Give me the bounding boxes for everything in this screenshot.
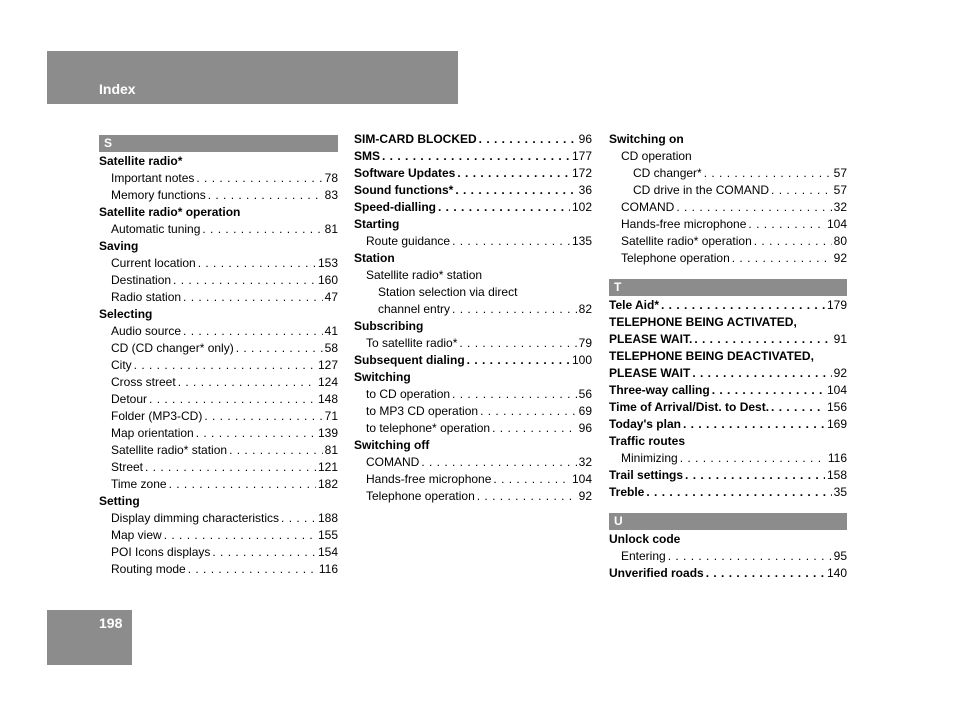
entry-text: TELEPHONE BEING DEACTIVATED, <box>609 349 814 363</box>
index-subentry <box>354 471 592 488</box>
page-reference: 92 <box>833 366 847 380</box>
index-subentry <box>609 250 847 267</box>
page-reference: 32 <box>833 200 847 214</box>
entry-text: CD drive in the COMAND <box>633 183 770 197</box>
index-entry <box>609 365 847 382</box>
dot-leader <box>477 488 577 505</box>
index-entry <box>354 369 592 386</box>
index-subentry <box>99 561 338 578</box>
page-reference: 41 <box>324 324 338 338</box>
page-reference: 95 <box>833 549 847 563</box>
index-subentry <box>99 476 338 493</box>
index-entry <box>354 250 592 267</box>
entry-text: Satellite radio* <box>99 154 183 168</box>
dot-leader <box>748 216 825 233</box>
index-subentry <box>609 182 847 199</box>
entry-text: City <box>111 358 132 372</box>
page-reference: 139 <box>317 426 338 440</box>
dot-leader <box>676 199 831 216</box>
entry-text: Today's plan <box>609 417 681 431</box>
header-bar <box>47 51 458 104</box>
entry-text: CD changer* <box>633 166 702 180</box>
entry-text: Saving <box>99 239 139 253</box>
index-subentry <box>99 255 338 272</box>
entry-text: Minimizing <box>621 451 678 465</box>
dot-leader <box>467 352 570 369</box>
entry-text: Station selection via direct <box>378 285 518 299</box>
page-reference: 32 <box>578 455 592 469</box>
entry-text: Subsequent dialing <box>354 353 465 367</box>
page-reference: 121 <box>317 460 338 474</box>
index-column-3 <box>609 131 847 582</box>
dot-leader <box>452 386 577 403</box>
entry-text: Automatic tuning <box>111 222 201 236</box>
dot-leader <box>754 233 832 250</box>
section-gap <box>609 501 847 513</box>
dot-leader <box>382 148 570 165</box>
index-subentry <box>99 187 338 204</box>
dot-leader <box>229 442 323 459</box>
dot-leader <box>149 391 316 408</box>
index-column-1 <box>99 135 338 578</box>
entry-text: Time of Arrival/Dist. to Dest. <box>609 400 770 414</box>
dot-leader <box>704 165 832 182</box>
index-subentry <box>99 425 338 442</box>
dot-leader <box>421 454 576 471</box>
index-subentry <box>354 267 592 284</box>
page-reference: 81 <box>324 222 338 236</box>
entry-text: Radio station <box>111 290 182 304</box>
index-entry <box>609 467 847 484</box>
dot-leader <box>196 425 316 442</box>
index-entry <box>609 531 847 548</box>
entry-text: Current location <box>111 256 196 270</box>
index-entry <box>609 565 847 582</box>
index-subentry <box>99 170 338 187</box>
dot-leader <box>169 476 316 493</box>
index-subentry <box>354 386 592 403</box>
index-entry <box>354 165 592 182</box>
entry-text: Destination <box>111 273 172 287</box>
page-reference: 57 <box>833 183 847 197</box>
index-entry <box>354 352 592 369</box>
index-subentry <box>99 408 338 425</box>
index-entry <box>609 331 847 348</box>
index-entry <box>609 399 847 416</box>
page-reference: 57 <box>833 166 847 180</box>
index-entry <box>609 297 847 314</box>
index-subentry <box>354 284 592 301</box>
page-reference: 83 <box>324 188 338 202</box>
index-subentry <box>609 450 847 467</box>
entry-text: Folder (MP3-CD) <box>111 409 203 423</box>
page-reference: 179 <box>826 298 847 312</box>
page-reference: 135 <box>571 234 592 248</box>
page-reference: 82 <box>578 302 592 316</box>
entry-text: Detour <box>111 392 148 406</box>
entry-text: SMS <box>354 149 381 163</box>
index-entry <box>609 416 847 433</box>
page-title: Index <box>99 81 136 97</box>
index-entry <box>609 433 847 450</box>
dot-leader <box>661 297 825 314</box>
index-subentry <box>99 272 338 289</box>
index-subentry <box>99 289 338 306</box>
dot-leader <box>694 331 831 348</box>
page-reference: 153 <box>317 256 338 270</box>
index-subentry <box>99 374 338 391</box>
dot-leader <box>493 471 570 488</box>
dot-leader <box>480 403 577 420</box>
dot-leader <box>188 561 317 578</box>
entry-text: Setting <box>99 494 140 508</box>
dot-leader <box>178 374 316 391</box>
entry-text: Unverified roads <box>609 566 704 580</box>
index-subentry <box>354 403 592 420</box>
index-subentry <box>99 391 338 408</box>
section-header: U <box>609 513 847 530</box>
dot-leader <box>145 459 316 476</box>
dot-leader <box>196 170 322 187</box>
index-entry <box>99 493 338 510</box>
page-reference: 71 <box>324 409 338 423</box>
index-entry <box>99 153 338 170</box>
index-subentry <box>609 216 847 233</box>
dot-leader <box>459 335 576 352</box>
index-subentry <box>99 544 338 561</box>
page-reference: 36 <box>578 183 592 197</box>
entry-text: Audio source <box>111 324 182 338</box>
page-reference: 148 <box>317 392 338 406</box>
index-subentry <box>99 527 338 544</box>
entry-text: Cross street <box>111 375 176 389</box>
page-reference: 188 <box>317 511 338 525</box>
dot-leader <box>732 250 832 267</box>
dot-leader <box>712 382 825 399</box>
index-subentry <box>354 233 592 250</box>
page-reference: 140 <box>826 566 847 580</box>
index-entry <box>354 437 592 454</box>
section-gap <box>609 267 847 279</box>
index-entry <box>609 131 847 148</box>
entry-text: COMAND <box>621 200 675 214</box>
page-reference: 104 <box>826 217 847 231</box>
page-reference: 80 <box>833 234 847 248</box>
entry-text: POI Icons displays <box>111 545 211 559</box>
page-reference: 116 <box>827 451 847 465</box>
entry-text: to telephone* operation <box>366 421 491 435</box>
entry-text: To satellite radio* <box>366 336 458 350</box>
page-reference: 92 <box>578 489 592 503</box>
index-subentry <box>99 221 338 238</box>
entry-text: Switching <box>354 370 411 384</box>
page-reference: 177 <box>571 149 592 163</box>
dot-leader <box>455 182 576 199</box>
dot-leader <box>680 450 826 467</box>
entry-text: CD operation <box>621 149 692 163</box>
entry-text: COMAND <box>366 455 420 469</box>
page-reference: 156 <box>826 400 847 414</box>
page-reference: 158 <box>826 468 847 482</box>
entry-text: Satellite radio* operation <box>99 205 241 219</box>
entry-text: Speed-dialling <box>354 200 437 214</box>
dot-leader <box>134 357 316 374</box>
index-subentry <box>99 442 338 459</box>
entry-text: SIM-CARD BLOCKED <box>354 132 477 146</box>
entry-text: Traffic routes <box>609 434 686 448</box>
page-reference: 102 <box>571 200 592 214</box>
index-entry <box>609 348 847 365</box>
dot-leader <box>668 548 832 565</box>
entry-text: to CD operation <box>366 387 451 401</box>
page-reference: 104 <box>826 383 847 397</box>
dot-leader <box>281 510 316 527</box>
page-reference: 69 <box>578 404 592 418</box>
dot-leader <box>198 255 316 272</box>
dot-leader <box>204 408 322 425</box>
page-reference: 160 <box>317 273 338 287</box>
index-entry <box>99 204 338 221</box>
page-reference: 155 <box>317 528 338 542</box>
index-subentry <box>99 510 338 527</box>
entry-text: Switching off <box>354 438 430 452</box>
dot-leader <box>202 221 322 238</box>
index-subentry <box>354 335 592 352</box>
page-number-box <box>47 610 132 665</box>
entry-text: Three-way calling <box>609 383 710 397</box>
index-subentry <box>609 548 847 565</box>
entry-text: channel entry <box>378 302 451 316</box>
index-entry <box>99 238 338 255</box>
page-reference: 100 <box>571 353 592 367</box>
page-reference: 81 <box>324 443 338 457</box>
entry-text: Unlock code <box>609 532 681 546</box>
page-reference: 182 <box>317 477 338 491</box>
entry-text: Street <box>111 460 144 474</box>
index-entry <box>354 131 592 148</box>
entry-text: CD (CD changer* only) <box>111 341 234 355</box>
entry-text: Telephone operation <box>366 489 475 503</box>
entry-text: Starting <box>354 217 400 231</box>
entry-text: Satellite radio* station <box>366 268 483 282</box>
dot-leader <box>183 289 323 306</box>
page-reference: 35 <box>833 485 847 499</box>
page-reference: 124 <box>317 375 338 389</box>
dot-leader <box>479 131 577 148</box>
dot-leader <box>452 233 570 250</box>
index-subentry <box>609 233 847 250</box>
index-entry <box>354 148 592 165</box>
page-reference: 116 <box>318 562 338 576</box>
page-reference: 96 <box>578 421 592 435</box>
page-reference: 56 <box>578 387 592 401</box>
index-subentry <box>609 148 847 165</box>
entry-text: to MP3 CD operation <box>366 404 479 418</box>
entry-text: Display dimming characteristics <box>111 511 280 525</box>
page-reference: 96 <box>578 132 592 146</box>
index-subentry <box>609 165 847 182</box>
entry-text: Software Updates <box>354 166 456 180</box>
section-header: S <box>99 135 338 152</box>
index-subentry <box>354 301 592 318</box>
dot-leader <box>183 323 323 340</box>
index-entry <box>354 182 592 199</box>
page-reference: 47 <box>324 290 338 304</box>
page-number: 198 <box>99 615 123 631</box>
dot-leader <box>438 199 570 216</box>
entry-text: Entering <box>621 549 666 563</box>
index-column-2 <box>354 131 592 505</box>
entry-text: Subscribing <box>354 319 424 333</box>
entry-text: Map orientation <box>111 426 194 440</box>
entry-text: Satellite radio* operation <box>621 234 752 248</box>
dot-leader <box>771 182 832 199</box>
section-header: T <box>609 279 847 296</box>
index-subentry <box>99 459 338 476</box>
index-entry <box>354 318 592 335</box>
index-subentry <box>99 340 338 357</box>
index-entry <box>99 306 338 323</box>
entry-text: Route guidance <box>366 234 451 248</box>
page-reference: 169 <box>826 417 847 431</box>
index-entry <box>609 314 847 331</box>
entry-text: Sound functions* <box>354 183 454 197</box>
dot-leader <box>457 165 570 182</box>
index-entry <box>354 199 592 216</box>
entry-text: Important notes <box>111 171 195 185</box>
index-subentry <box>609 199 847 216</box>
index-entry <box>609 382 847 399</box>
entry-text: Switching on <box>609 132 684 146</box>
dot-leader <box>771 399 825 416</box>
dot-leader <box>452 301 577 318</box>
dot-leader <box>706 565 825 582</box>
entry-text: PLEASE WAIT. <box>609 332 693 346</box>
entry-text: Selecting <box>99 307 153 321</box>
page-reference: 79 <box>578 336 592 350</box>
index-subentry <box>354 420 592 437</box>
entry-text: TELEPHONE BEING ACTIVATED, <box>609 315 797 329</box>
dot-leader <box>646 484 831 501</box>
dot-leader <box>212 544 316 561</box>
index-entry <box>354 216 592 233</box>
entry-text: Station <box>354 251 395 265</box>
page-reference: 104 <box>571 472 592 486</box>
dot-leader <box>164 527 316 544</box>
entry-text: Hands-free microphone <box>621 217 747 231</box>
dot-leader <box>492 420 577 437</box>
index-subentry <box>99 323 338 340</box>
dot-leader <box>685 467 825 484</box>
index-subentry <box>354 488 592 505</box>
entry-text: Treble <box>609 485 645 499</box>
entry-text: PLEASE WAIT <box>609 366 691 380</box>
page-reference: 172 <box>571 166 592 180</box>
entry-text: Routing mode <box>111 562 186 576</box>
entry-text: Memory functions <box>111 188 206 202</box>
dot-leader <box>208 187 323 204</box>
dot-leader <box>692 365 831 382</box>
page-reference: 58 <box>324 341 338 355</box>
entry-text: Tele Aid* <box>609 298 660 312</box>
index-subentry <box>99 357 338 374</box>
page-reference: 127 <box>317 358 338 372</box>
dot-leader <box>173 272 316 289</box>
dot-leader <box>236 340 323 357</box>
entry-text: Satellite radio* station <box>111 443 228 457</box>
page-reference: 91 <box>833 332 847 346</box>
entry-text: Map view <box>111 528 162 542</box>
index-subentry <box>354 454 592 471</box>
index-entry <box>609 484 847 501</box>
page-reference: 78 <box>324 171 338 185</box>
entry-text: Time zone <box>111 477 167 491</box>
entry-text: Trail settings <box>609 468 684 482</box>
page-reference: 92 <box>833 251 847 265</box>
entry-text: Telephone operation <box>621 251 730 265</box>
page-reference: 154 <box>317 545 338 559</box>
dot-leader <box>683 416 825 433</box>
entry-text: Hands-free microphone <box>366 472 492 486</box>
